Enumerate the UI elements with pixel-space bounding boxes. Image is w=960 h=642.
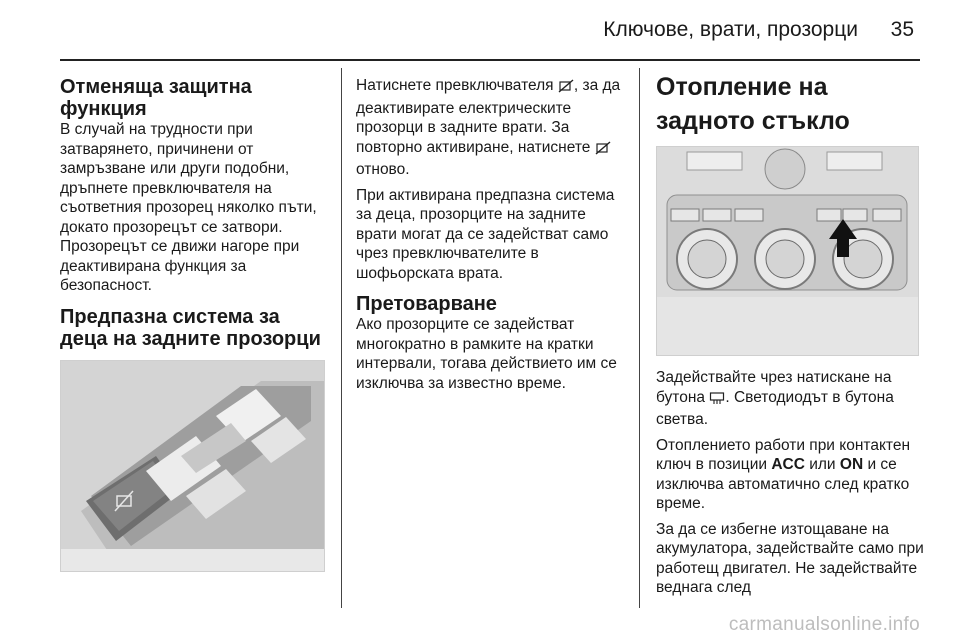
column-divider: [341, 68, 342, 608]
text-fragment: и се изключва автоматично след кратко време.: [656, 456, 910, 512]
key-position-on: ON: [839, 456, 864, 473]
section-heading: Отменяща защитна функция: [60, 76, 252, 120]
text-fragment: Натиснете превключвателя: [356, 77, 558, 94]
text-fragment: . Светодиодът в бутона светва.: [656, 388, 894, 428]
column-2: [356, 76, 628, 399]
paragraph: В случай на трудности при затварянето, причинени от замръзване или други подобни, дръпнете превключвателя на съответния прозорец няколко пъти, докато прозорецът се затвори. Прозорецът се движи нагоре при деактивирана функция за безопасност.: [60, 121, 317, 294]
paragraph: [656, 436, 924, 514]
text-fragment: отново.: [356, 161, 410, 178]
column-divider: [639, 68, 640, 608]
column-3: [656, 70, 924, 604]
page-header: [0, 0, 960, 60]
header-rule: [60, 59, 920, 61]
section-heading: Претоварване: [356, 293, 497, 315]
text-fragment: Задействайте чрез натискане на бутона: [656, 369, 892, 406]
climate-control-illustration: [657, 147, 918, 355]
section-heading: Отопление на задното стъкло: [656, 73, 850, 135]
text-fragment: Отоплението работи при контактен ключ в позиции: [656, 436, 911, 473]
paragraph: Ако прозорците се задействат многократно в рамките на кратки интервали, тогава действието им се изключва за известно време.: [356, 316, 617, 392]
paragraph: За да се избегне изтощаване на акумулатора, задействайте само при работещ двигател. Не задействайте веднага след: [656, 520, 924, 596]
paragraph: [356, 76, 628, 180]
climate-control-photo: [656, 146, 919, 356]
paragraph: При активирана предпазна система за деца, прозорците на задните врати могат да се задействат само чрез превключвателите в шофьорската врата.: [356, 186, 615, 282]
header-title: Ключове, врати, прозорци: [603, 18, 858, 41]
section-heading: Предпазна система за деца на задните прозорци: [60, 305, 321, 350]
text-fragment: , за да деактивирате електрическите прозорци в задните врати. За повторно активиране, натиснете: [356, 77, 621, 156]
window-switch-illustration: [61, 361, 324, 571]
page-number: 35: [890, 18, 914, 41]
paragraph: [656, 368, 924, 430]
window-switch-photo: [60, 360, 325, 572]
column-1: [60, 76, 330, 572]
watermark: carmanualsonline.info: [728, 614, 920, 635]
child-lock-icon: [595, 141, 611, 161]
rear-defrost-icon: [709, 391, 725, 411]
child-lock-icon: [558, 79, 574, 99]
text-fragment: или: [804, 456, 840, 473]
key-position-acc: ACC: [771, 456, 805, 473]
